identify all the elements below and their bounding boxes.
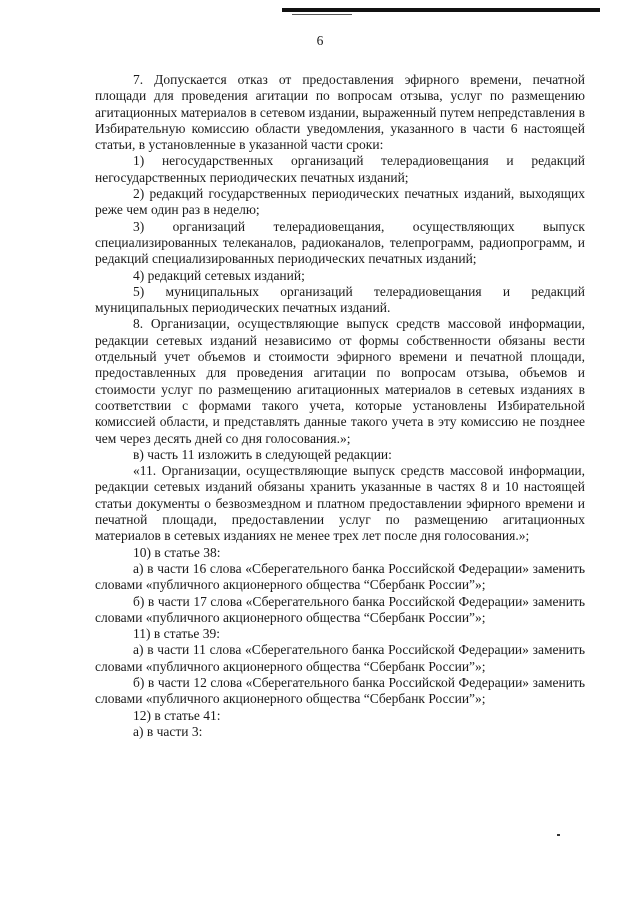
paragraph-item-1: 1) негосударственных организаций телерадиовещания и редакций негосударственных периодических печатных изданий;: [95, 153, 585, 185]
paragraph-article-39: 11) в статье 39:: [133, 626, 220, 642]
paragraph-clause-8: 8. Организации, осуществляющие выпуск средств массовой информации, редакции сетевых изданий независимо от формы собственности обязаны вести отдельный учет объемов и стоимости эфирного времени и печатной площади, предоставленных для проведения агитации по вопросам отзыва, объемов и стоимости услуг по размещению агитационных материалов в сетевых изданиях в соответствии с формами такого учета, которые установлены Избирательной комиссией области, и представлять данные такого учета в эту комиссию не позднее чем через десять дней со дня голосования.»;: [95, 316, 585, 446]
paragraph-clause-7: 7. Допускается отказ от предоставления эфирного времени, печатной площади для проведения агитации по вопросам отзыва, услуг по размещению агитационных материалов в сетевом издании, выраженный путем непредставления в Избирательную комиссию области уведомления, указанного в части 6 настоящей статьи, в установленные в указанной части сроки:: [95, 72, 585, 153]
paragraph-item-5: 5) муниципальных организаций телерадиовещания и редакций муниципальных периодических печатных изданий.: [95, 283, 585, 316]
paragraph-clause-11: «11. Организации, осуществляющие выпуск средств массовой информации, редакции сетевых изданий обязаны хранить указанные в частях 8 и 10 настоящей статьи документы о безвозмездном и платном предоставлении эфирного времени и печатной площади, предоставлении услуг по размещению агитационных материалов в сетевых изданиях не менее трех лет после дня голосования.»;: [95, 463, 585, 544]
paragraph-38-a: а) в части 16 слова «Сберегательного банка Российской Федерации» заменить словами «публичного акционерного общества “Сбербанк России”»;: [95, 560, 585, 593]
paragraph-38-b: б) в части 17 слова «Сберегательного банка Российской Федерации» заменить словами «публичного акционерного общества “Сбербанк России”»;: [95, 593, 585, 625]
paragraph-item-4: 4) редакций сетевых изданий;: [133, 267, 305, 283]
paragraph-item-2: 2) редакций государственных периодических печатных изданий, выходящих реже чем один раз в неделю;: [95, 186, 585, 218]
paragraph-39-a: а) в части 11 слова «Сберегательного банка Российской Федерации» заменить словами «публичного акционерного общества “Сбербанк России”»;: [95, 642, 585, 674]
paragraph-article-41: 12) в статье 41:: [133, 707, 221, 723]
paragraph-39-b: б) в части 12 слова «Сберегательного банка Российской Федерации» заменить словами «публичного акционерного общества “Сбербанк России”»;: [95, 674, 585, 707]
paragraph-41-a: а) в части 3:: [133, 723, 203, 739]
page-number: 6: [316, 33, 324, 48]
scan-artifact: [557, 834, 560, 836]
top-rule: [282, 8, 600, 12]
paragraph-article-38: 10) в статье 38:: [133, 544, 221, 560]
paragraph-item-3: 3) организаций телерадиовещания, осуществляющих выпуск специализированных телеканалов, радиоканалов, телепрограмм, радиопрограмм, и редакций специализированных периодических печатных изданий;: [95, 218, 585, 267]
paragraph-subitem-v: в) часть 11 изложить в следующей редакции:: [133, 446, 392, 462]
document-body: [95, 72, 585, 740]
